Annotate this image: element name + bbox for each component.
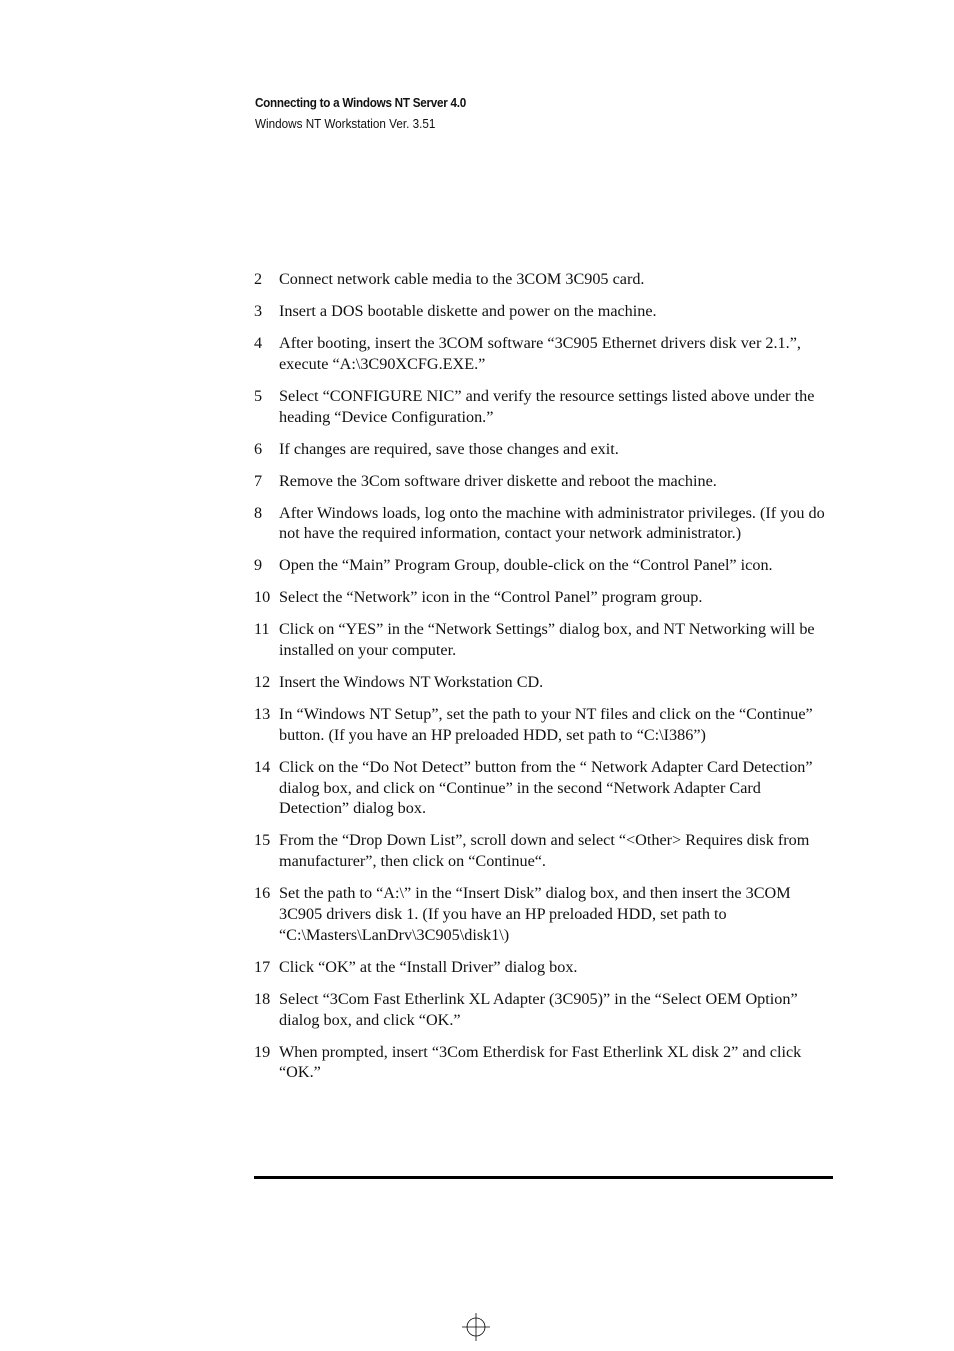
step-item: [254, 471, 834, 492]
step-item: [254, 704, 834, 746]
step-text: Set the path to “A:\” in the “Insert Disk” dialog box, and then insert the 3COM 3C905 drivers disk 1. (If you have an HP preloaded HDD, set path to “C:\Masters\LanDrv\3C905\disk1\): [279, 884, 791, 944]
step-item: [254, 957, 834, 978]
step-number: 13: [254, 705, 271, 724]
step-item: [254, 555, 834, 576]
step-text: Open the “Main” Program Group, double-click on the “Control Panel” icon.: [279, 556, 773, 575]
step-item: [254, 301, 834, 322]
step-item: [254, 672, 834, 693]
registration-mark-icon: [462, 1313, 490, 1341]
step-text: Click on the “Do Not Detect” button from the “ Network Adapter Card Detection” dialog box, and click on “Continue” in the second “Network Adapter Card Detection” dialog box.: [279, 757, 813, 818]
step-text: Select the “Network” icon in the “Control Panel” program group.: [279, 588, 703, 607]
step-number: 17: [254, 957, 271, 976]
step-item: [254, 503, 834, 545]
step-text: Select “CONFIGURE NIC” and verify the resource settings listed above under the heading “Device Configuration.”: [279, 386, 815, 426]
step-text: From the “Drop Down List”, scroll down and select “<Other> Requires disk from manufacturer”, then click on “Continue“.: [279, 831, 810, 871]
step-item: [254, 989, 834, 1031]
step-text: When prompted, insert “3Com Etherdisk for Fast Etherlink XL disk 2” and click “OK.”: [279, 1042, 802, 1082]
step-number: 19: [254, 1042, 271, 1061]
step-number: 18: [254, 989, 271, 1008]
step-text: Click “OK” at the “Install Driver” dialog box.: [279, 957, 578, 976]
step-item: [254, 830, 834, 872]
bottom-rule: [254, 1176, 833, 1179]
step-number: 9: [254, 556, 263, 575]
step-text: Select “3Com Fast Etherlink XL Adapter (3C905)” in the “Select OEM Option” dialog box, and click “OK.”: [279, 989, 798, 1029]
step-number: 8: [254, 503, 263, 522]
step-number: 4: [254, 333, 263, 352]
step-item: [254, 587, 834, 608]
step-number: 14: [254, 757, 271, 776]
step-number: 12: [254, 673, 271, 692]
step-item: [254, 269, 834, 290]
step-item: [254, 619, 834, 661]
running-header: [255, 95, 489, 131]
step-text: Insert a DOS bootable diskette and power on the machine.: [279, 301, 657, 320]
step-item: [254, 439, 834, 460]
step-number: 5: [254, 386, 263, 405]
step-text: After booting, insert the 3COM software “3C905 Ethernet drivers disk ver 2.1.”, execute “A:\3C90XCFG.EXE.”: [279, 333, 801, 373]
step-text: If changes are required, save those changes and exit.: [279, 439, 619, 458]
step-text: Click on “YES” in the “Network Settings” dialog box, and NT Networking will be installed on your computer.: [279, 620, 815, 660]
step-number: 15: [254, 831, 271, 850]
step-text: Connect network cable media to the 3COM 3C905 card.: [279, 270, 645, 288]
step-number: 6: [254, 439, 263, 458]
step-number: 10: [254, 588, 271, 607]
header-subtitle: Windows NT Workstation Ver. 3.51: [255, 116, 436, 131]
header-title: Connecting to a Windows NT Server 4.0: [255, 95, 466, 110]
step-number: 2: [254, 270, 263, 288]
step-number: 16: [254, 884, 271, 903]
step-item: [254, 757, 834, 819]
step-text: Remove the 3Com software driver diskette and reboot the machine.: [279, 471, 717, 490]
step-number: 7: [254, 471, 263, 490]
step-item: [254, 333, 834, 375]
step-item: [254, 883, 834, 945]
step-number: 11: [254, 620, 270, 639]
step-text: In “Windows NT Setup”, set the path to your NT files and click on the “Continue” button. (If you have an HP preloaded HDD, set path to “C:\I386”): [279, 705, 813, 744]
step-item: [254, 386, 834, 428]
step-number: 3: [254, 301, 263, 320]
step-text: Insert the Windows NT Workstation CD.: [279, 673, 544, 692]
step-item: [254, 1042, 834, 1084]
step-list: [254, 269, 834, 1094]
step-text: After Windows loads, log onto the machine with administrator privileges. (If you do not have the required information, contact your network administrator.): [279, 503, 825, 543]
